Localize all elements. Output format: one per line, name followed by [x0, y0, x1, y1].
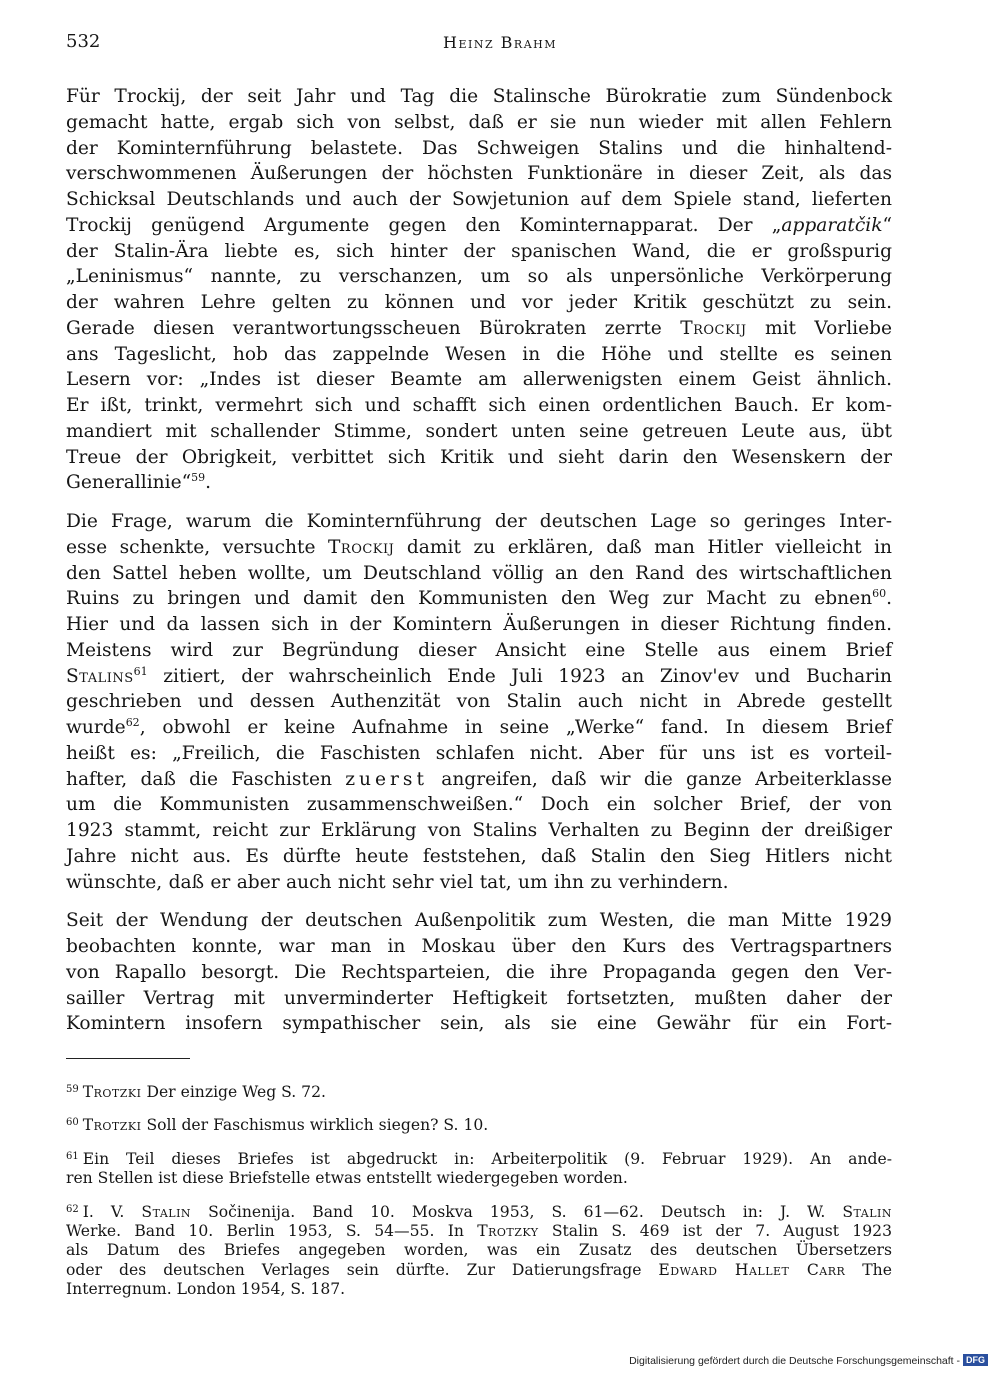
text-line: Für Trockij, der seit Jahr und Tag die Stalinsche Bürokratie zum Sündenbock [66, 86, 892, 107]
text-fragment: The [862, 1260, 892, 1279]
text-line: heißt es: „Freilich, die Faschisten schlafen nicht. Aber für uns ist es vorteil- [66, 742, 892, 764]
footnote-ref-60: 60 [872, 587, 887, 601]
footnote-number: 59 [66, 1084, 79, 1095]
text-fragment: Der einzige Weg S. 72. [146, 1083, 326, 1101]
text-line: Generallinie“$^{59}$. [66, 471, 212, 494]
text-fragment: oder des deutschen Verlages sein dürfte. Zur Datierungsfrage [66, 1260, 642, 1279]
text-line: ren Stellen ist diese Briefstelle etwas entstellt wiedergegeben worden. [66, 1169, 628, 1188]
text-line: Komintern insofern sympathischer sein, als sie eine Gewähr für ein Fort- [66, 1013, 892, 1035]
author-name: Stalin [842, 1202, 892, 1221]
footnote-number: 61 [66, 1150, 79, 1162]
paragraph-1 [66, 84, 892, 496]
digitization-text: Digitalisierung gefördert durch die Deutsche Forschungsgemeinschaft - [629, 1355, 960, 1367]
text-fragment: hafter, daß die Faschisten [66, 768, 332, 790]
text-line: Gerade diesen verantwortungsscheuen Bürokraten zerrte Trockij mit Vorliebe [66, 317, 892, 339]
footnote-ref-62: 62 [125, 715, 140, 729]
text-line [66, 664, 892, 690]
footnote-ref-59: 59 [191, 471, 206, 485]
footnote-number: 62 [66, 1203, 79, 1215]
footnotes [66, 1080, 892, 1311]
text-line [66, 1080, 892, 1102]
author-name: Trockij [680, 317, 747, 339]
text-line: Jahre nicht aus. Es dürfte heute feststehen, daß Stalin den Sieg Hitlers nicht [66, 845, 892, 867]
text-line: verschwommenen Äußerungen der höchsten Funktionäre in dieser Zeit, als das [66, 163, 892, 185]
digitization-note [629, 1354, 988, 1367]
author-name: Trotzki [82, 1083, 142, 1101]
italic-term: apparatčik [781, 214, 883, 236]
text-line: Seit der Wendung der deutschen Außenpolitik zum Westen, die man Mitte 1929 [66, 910, 892, 932]
footnote-ref-61: 61 [133, 664, 148, 678]
text-line: Treue der Obrigkeit, verbittet sich Kritik und sieht darin den Wesenskern der [66, 446, 892, 468]
text-line: um die Kommunisten zusammenschweißen.“ Doch ein solcher Brief, der von [66, 794, 892, 816]
dfg-logo: DFG [963, 1354, 988, 1366]
text-line [66, 715, 892, 741]
text-line: Die Frage, warum die Kominternführung der deutschen Lage so geringes Inter- [66, 511, 892, 532]
footnote-divider [66, 1058, 190, 1059]
text-line: gemacht hatte, ergab sich von selbst, daß er sie nun wieder mit allen Fehlern [66, 111, 892, 133]
text-line [66, 1147, 892, 1169]
author-name: Trockij [328, 536, 395, 558]
text-fragment: Werke. Band 10. Berlin 1953, S. 54—55. In [66, 1222, 464, 1241]
text-line [66, 1261, 892, 1280]
author-name: Stalin [141, 1202, 192, 1221]
text-line: Lesern vor: „Indes ist dieser Beamte am allerwenigsten einem Geist ähnlich. [66, 369, 892, 391]
text-fragment: Soll der Faschismus wirklich siegen? S. 10. [146, 1116, 489, 1135]
text-fragment: Stalin S. 469 ist der 7. August 1923 [551, 1222, 892, 1241]
author-name: Stalins [66, 665, 134, 687]
emphasis-spaced: zuerst [345, 768, 428, 790]
text-line [66, 1222, 892, 1241]
author-name: Trotzki [82, 1116, 142, 1135]
text-fragment: zitiert, der wahrscheinlich Ende Juli 1923 an Zinov'ev und Bucharin [163, 665, 892, 687]
author-name: Trotzky [477, 1222, 539, 1241]
text-line: Hier und da lassen sich in der Komintern Äußerungen in dieser Richtung finden. [66, 614, 892, 635]
text-line: sailler Vertrag mit unverminderter Heftigkeit fortsetzten, mußten daher der [66, 987, 892, 1009]
text-line [66, 767, 892, 793]
text-line: 1923 stammt, reicht zur Erklärung von Stalins Verhalten zu Beginn der dreißiger [66, 820, 892, 841]
text-line: als Datum des Briefes angegeben worden, was ein Zusatz des deutschen Übersetzers [66, 1241, 892, 1260]
text-line: esse schenkte, versuchte Trockij damit zu erklären, daß man Hitler vielleicht in [66, 536, 892, 558]
text-line: Interregnum. London 1954, S. 187. [66, 1280, 346, 1299]
text-line: Er ißt, trinkt, vermehrt sich und schafft sich einen ordentlichen Bauch. Er kom- [66, 395, 892, 416]
text-line: „Leninismus“ nannte, zu verschanzen, um so als unpersönliche Verkörperung [66, 266, 892, 288]
text-line: beobachten konnte, war man in Moskau über den Kurs des Vertragspartners [66, 936, 892, 957]
text-fragment: , obwohl er keine Aufnahme in seine „Werke“ fand. In diesem Brief [139, 717, 892, 738]
footnote-61 [66, 1147, 892, 1189]
footnote-62 [66, 1200, 892, 1300]
footnote-number: 60 [66, 1117, 79, 1129]
text-fragment: Sočinenija. Band 10. Moskva 1953, S. 61—62. Deutsch in: J. W. [208, 1202, 826, 1221]
paragraph-2 [66, 509, 892, 895]
text-line: ans Tageslicht, hob das zappelnde Wesen in die Höhe und stellte es seinen [66, 343, 892, 365]
text-line [66, 1200, 892, 1222]
text-fragment: I. V. [82, 1202, 125, 1221]
page-number: 532 [66, 31, 101, 52]
text-fragment: Ruins zu bringen und damit den Kommunisten den Weg zur Macht zu ebnen [66, 588, 873, 610]
text-fragment: wurde [66, 717, 126, 738]
text-line [66, 1113, 892, 1135]
text-line: Meistens wird zur Begründung dieser Ansicht eine Stelle aus einem Brief [66, 639, 892, 661]
text-line: mandiert mit schallender Stimme, sondert unten seine getreuen Leute aus, übt [66, 420, 892, 442]
text-line: geschrieben und dessen Authenzität von Stalin auch nicht in Abrede gestellt [66, 691, 892, 713]
text-line: der wahren Lehre gelten zu können und vor jeder Kritik geschützt zu sein. [66, 292, 892, 313]
text-line: von Rapallo besorgt. Die Rechtsparteien, die ihre Propaganda gegen den Ver- [66, 961, 892, 983]
running-head: Heinz Brahm [442, 33, 558, 52]
body-text [66, 84, 892, 1050]
text-fragment: angreifen, daß wir die ganze Arbeiterklasse [427, 768, 893, 790]
author-name: Edward Hallet Carr [658, 1260, 846, 1279]
footnote-60 [66, 1113, 892, 1135]
text-fragment: Ein Teil dieses Briefes ist abgedruckt in: Arbeiterpolitik (9. Februar 1929). An ande- [82, 1149, 892, 1168]
text-line: Schicksal Deutschlands und auch der Sowjetunion auf dem Spiele stand, lieferten [66, 189, 892, 210]
text-line: wünschte, daß er aber auch nicht sehr viel tat, um ihn zu verhindern. [66, 871, 729, 893]
text-line: Ruins zu bringen und damit den Kommunisten den Weg zur Macht zu ebnen$^{60}$. [66, 587, 892, 610]
text-line: der Stalin-Ära liebte es, sich hinter der spanischen Wand, die er großspurig [66, 240, 892, 262]
text-fragment: Generallinie“ [66, 472, 192, 494]
footnote-59 [66, 1080, 892, 1102]
text-line: den Sattel heben wollte, um Deutschland völlig an den Rand des wirtschaftlichen [66, 562, 892, 584]
paragraph-3 [66, 908, 892, 1037]
text-line: Trockij genügend Argumente gegen den Kominternapparat. Der „apparatčik“ [66, 214, 892, 236]
text-line: der Kominternführung belastete. Das Schweigen Stalins und die hinhaltend- [66, 137, 892, 159]
